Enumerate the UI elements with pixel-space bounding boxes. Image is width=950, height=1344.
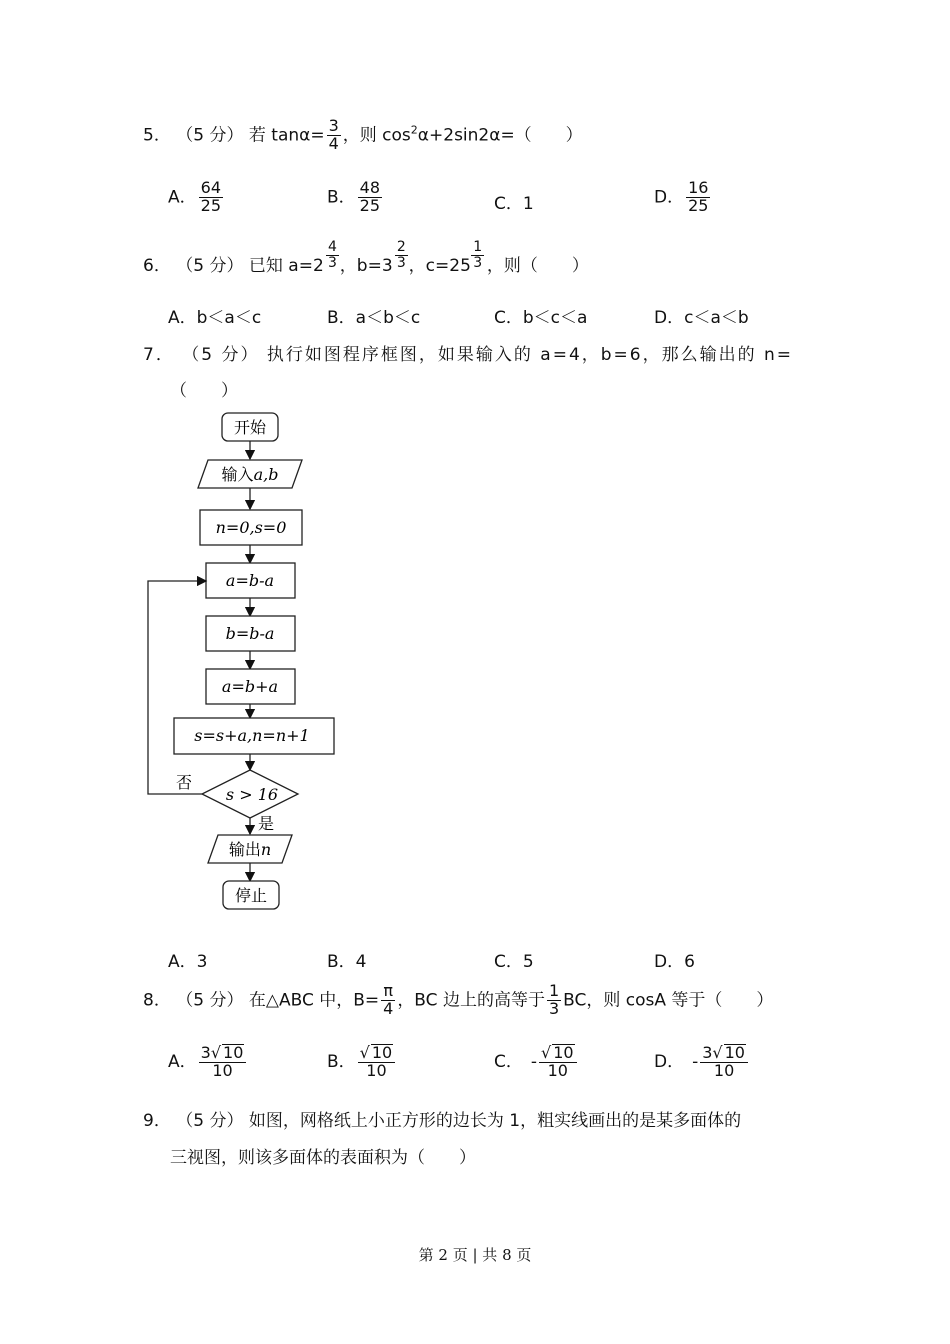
q8-option-a[interactable] [168,1044,248,1080]
option-value: 5 [522,952,534,972]
fraction-denominator: 10 [212,1060,233,1080]
fraction-denominator: 25 [688,195,709,215]
fraction-denominator: 25 [200,195,221,215]
fraction-numerator: π [383,981,394,1000]
power-expression [449,239,483,276]
q7-option-d[interactable] [654,947,695,972]
q5-option-d[interactable] [654,180,712,215]
option-value: 6 [684,952,695,972]
option-label: A． [168,952,197,972]
option-label: D． [654,1051,685,1072]
question-text: BC，则 cosA 等于（ ） [563,990,774,1011]
flow-output-prefix: 输出 [228,840,261,859]
power-exponent [471,240,484,270]
option-label: B． [327,952,356,972]
flow-no-label: 否 [176,773,193,792]
radicand: 10 [223,1043,244,1062]
question-6-stem [143,239,589,276]
coefficient: 3 [200,1043,211,1062]
option-value: 3 [196,952,208,972]
option-label: A． [168,187,197,208]
fraction [358,1044,396,1080]
power-exponent [326,240,339,270]
q6-option-d[interactable] [654,303,749,328]
flow-step1-label: a=b-a [225,571,275,590]
power-expression [312,239,337,276]
q5-option-b[interactable] [327,180,384,215]
flow-step2-label: b=b-a [225,624,275,643]
fraction-denominator: 10 [366,1060,387,1080]
fraction [199,180,223,215]
question-5-stem [143,118,583,153]
question-text: ，则 cos [342,125,411,146]
question-text: ，c= [408,256,450,276]
fraction-denominator: 4 [383,998,394,1018]
power-base: 3 [381,256,393,276]
option-label: B． [327,1051,356,1072]
fraction-numerator: 48 [359,178,381,197]
flow-output-label [229,840,271,859]
option-sign: - [692,1051,699,1072]
coefficient: 3 [702,1043,713,1062]
flow-start-label: 开始 [233,418,267,437]
question-text: 执行如图程序框图，如果输入的 a=4，b=6，那么输出的 n= [266,345,794,365]
flow-step3-label: a=b+a [221,677,279,696]
flow-step4-label: s=s+a,n=n+1 [194,726,310,745]
option-label: D． [654,308,685,328]
question-score: （5 分） [176,256,244,276]
fraction-denominator: 3 [548,998,560,1018]
fraction-numerator: 16 [688,178,709,197]
question-7-stem [143,340,793,365]
q6-option-a[interactable] [168,303,261,328]
question-text: ，b= [339,256,382,276]
flow-output-var: n [260,840,272,859]
flow-condition-label: s > 16 [225,785,279,804]
option-label: C． [494,952,523,972]
fraction [547,983,561,1018]
radicand: 10 [724,1043,745,1062]
question-9-stem-line2: 三视图，则该多面体的表面积为（ ） [170,1148,476,1168]
flow-loop-line [148,581,206,794]
power-exponent [395,240,408,270]
fraction [381,983,395,1018]
question-9-stem [143,1106,741,1131]
q7-option-c[interactable] [494,947,534,972]
flow-input-label [222,465,279,484]
q7-option-a[interactable] [168,947,207,972]
fraction [199,1044,247,1080]
power-expression [381,239,406,276]
question-text: ，BC 边上的高等于 [397,990,545,1011]
question-text: 在△ABC 中，B= [248,990,380,1011]
q5-option-a[interactable] [168,180,225,215]
fraction [686,180,710,215]
option-value: b＜c＜a [522,308,588,328]
fraction-numerator: 3√ 10 [199,1044,247,1063]
question-number: 8． [143,990,171,1011]
fraction [327,118,341,153]
q8-option-d[interactable] [654,1044,750,1080]
question-number: 6． [143,256,171,276]
fraction-numerator: 1 [473,239,483,255]
option-label: C． [494,308,523,328]
question-score: （5 分） [176,990,244,1011]
option-label: C． [494,1051,523,1072]
radicand: 10 [553,1043,574,1062]
question-score: （5 分） [176,125,244,146]
fraction-denominator: 25 [359,195,381,215]
fraction-denominator: 4 [328,133,339,153]
option-sign: - [530,1051,538,1072]
q6-option-b[interactable] [327,303,420,328]
power-base: 2 [312,256,324,276]
option-label: B． [327,308,356,328]
option-label: D． [654,952,685,972]
flow-init-label: n=0,s=0 [215,518,287,537]
page-footer: 第 2 页 | 共 8 页 [418,1246,532,1264]
question-number: 9． [143,1111,171,1131]
question-score: （5 分） [176,1111,244,1131]
q7-option-b[interactable] [327,947,367,972]
fraction-numerator: 3 [328,116,339,135]
fraction [539,1044,577,1080]
flow-input-vars: a,b [253,465,279,484]
fraction-numerator: 4 [327,239,337,255]
fraction-numerator: √ 10 [358,1044,396,1063]
question-number: 7． [143,345,175,365]
option-label: C． [494,194,523,214]
fraction-numerator: 64 [200,178,221,197]
option-value: 1 [522,194,534,214]
flow-input-prefix: 输入 [221,465,254,484]
question-7-stem-line2: （ ） [170,381,238,401]
question-text: 如图，网格纸上小正方形的边长为 1，粗实线画出的是某多面体的 [248,1111,742,1131]
fraction-denominator: 3 [473,254,483,271]
fraction-numerator: 3√ 10 [700,1044,748,1063]
radicand: 10 [371,1043,393,1062]
option-label: D． [654,187,685,208]
question-text: ，则（ ） [486,256,589,276]
option-label: A． [168,308,197,328]
option-value: a＜b＜c [355,308,421,328]
flowchart [140,405,360,920]
option-value: c＜a＜b [684,308,749,328]
question-number: 5． [143,125,171,146]
q8-option-b[interactable] [327,1044,397,1080]
q8-option-c[interactable] [494,1044,579,1080]
fraction-denominator: 3 [327,254,337,271]
question-score: （5 分） [182,345,260,365]
fraction-numerator: 2 [396,239,406,255]
fraction-denominator: 10 [547,1060,568,1080]
fraction-denominator: 10 [713,1060,735,1080]
fraction-denominator: 3 [396,254,406,271]
superscript: 2 [410,123,418,137]
option-label: A． [168,1051,197,1072]
fraction-numerator: √ 10 [539,1044,577,1063]
fraction [700,1044,748,1080]
question-8-stem [143,983,773,1018]
fraction-numerator: 1 [548,981,560,1000]
question-text: 若 tanα= [248,125,325,146]
flow-stop-label: 停止 [234,886,268,905]
q6-option-c[interactable] [494,303,587,328]
fraction [358,180,382,215]
q5-option-c[interactable] [494,189,534,214]
question-text: α+2sin2α=（ ） [417,125,583,146]
flow-yes-label: 是 [258,814,275,833]
option-value: b＜a＜c [196,308,262,328]
question-text: 已知 a= [248,256,313,276]
power-base: 25 [449,256,471,276]
option-value: 4 [355,952,367,972]
option-label: B． [327,187,356,208]
